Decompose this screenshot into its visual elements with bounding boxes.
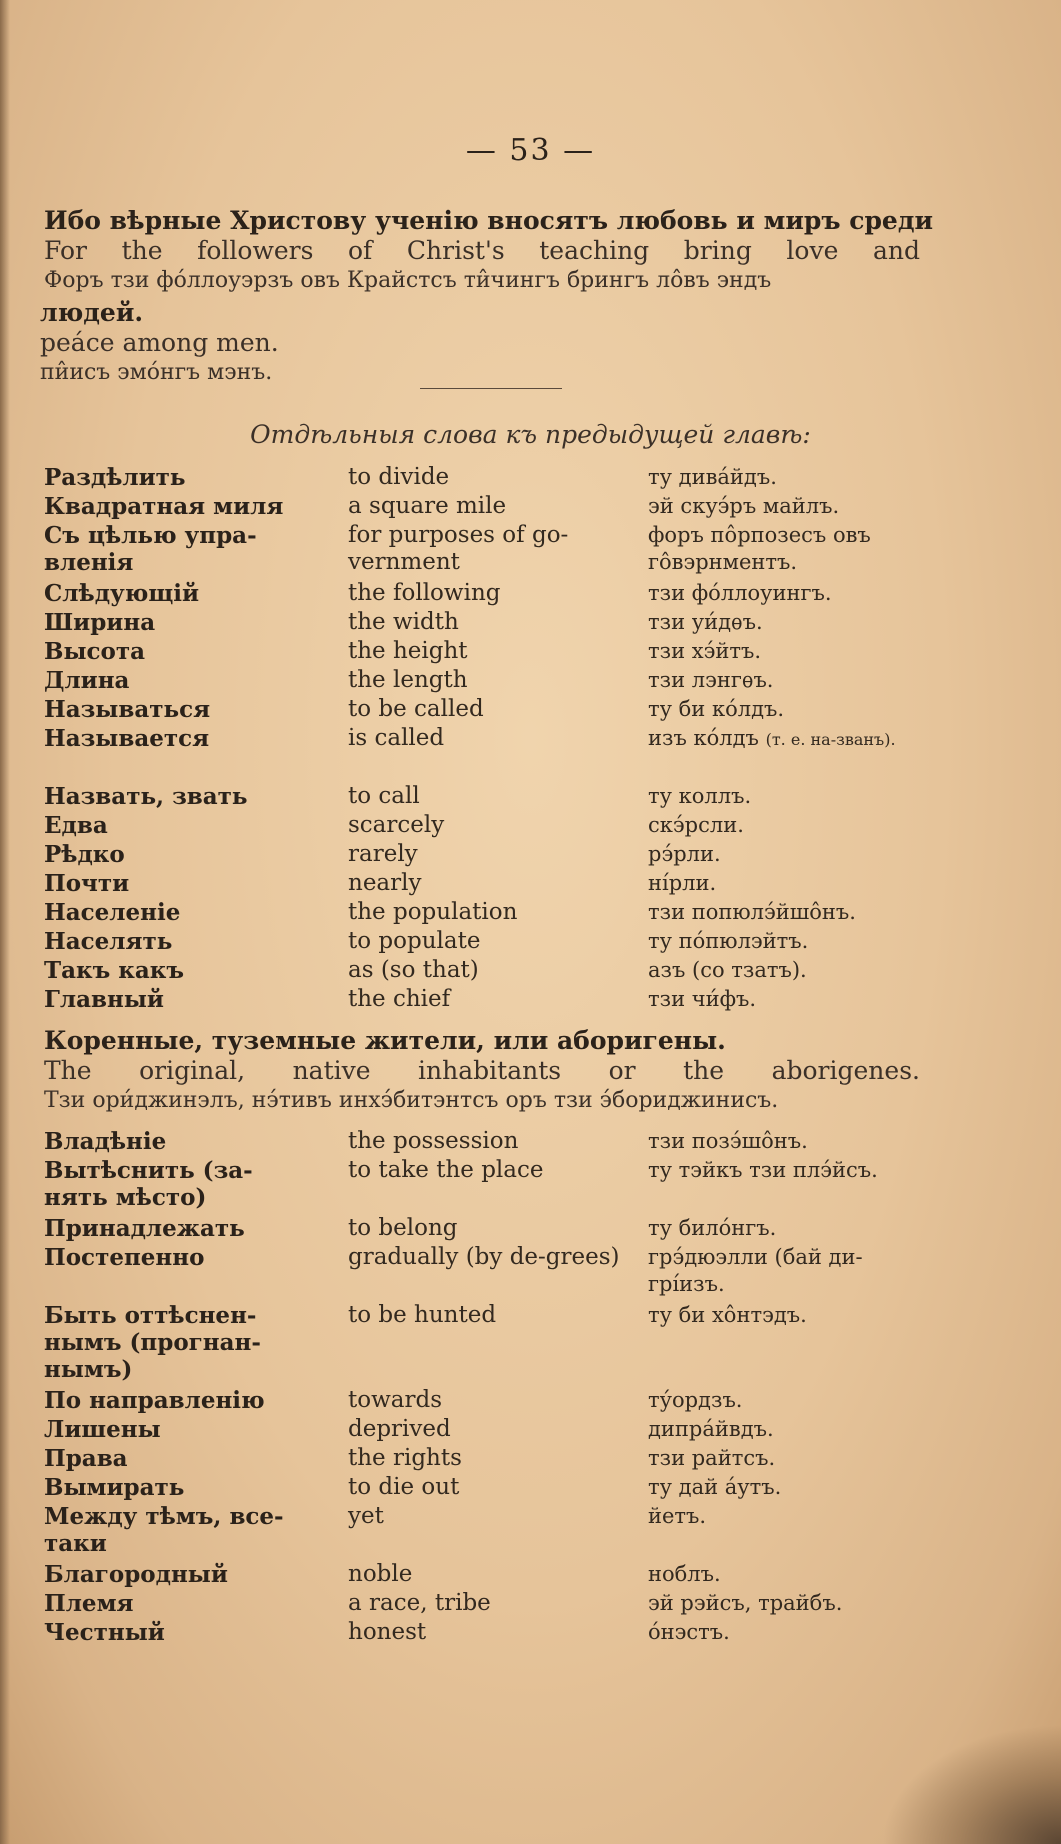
vocab-russian: Называется (44, 725, 210, 752)
page-number: — 53 — (465, 133, 596, 168)
vocab-english: to populate (348, 928, 481, 954)
vocab-english: is called (348, 725, 445, 751)
vocab-transcription: ноблъ. (648, 1562, 721, 1586)
vocab-russian: Постепенно (44, 1244, 205, 1271)
vocab-english: as (so that) (348, 957, 479, 983)
vocab-transcription: форъ по̂рпозесъ овъ гôвэрнментъ. (648, 523, 871, 574)
vocab-english: to take the place (348, 1157, 544, 1183)
vocab-transcription-text: изъ ко́лдъ (648, 726, 759, 750)
intro-en-word: of (348, 236, 373, 265)
vocab-english: to belong (348, 1215, 458, 1241)
intro-en-word: followers (197, 236, 314, 265)
vocab-russian: Племя (44, 1590, 134, 1617)
vocab-english: scarcely (348, 812, 445, 838)
heading2-ru: Коренные, туземные жители, или аборигены. (44, 1026, 726, 1055)
vocab-russian: Населять (44, 928, 173, 955)
intro-tr-line2: пи̂исъ эмо́нгъ мэнъ. (40, 360, 273, 385)
heading2-en-word: The (44, 1056, 92, 1085)
vocab-transcription: ту коллъ. (648, 784, 752, 808)
section-title: Отдѣльныя слова къ предыдущей главѣ: (250, 420, 811, 449)
page-corner-wear (881, 1724, 1061, 1844)
vocab-transcription: азъ (со тзатъ). (648, 958, 807, 982)
vocab-transcription: тзи лэнгѳъ. (648, 668, 774, 692)
vocab-transcription: тзи чи́фъ. (648, 987, 757, 1011)
vocab-english: gradually (by de-grees) (348, 1244, 620, 1270)
intro-en-line1 (44, 236, 920, 265)
vocab-russian: Между тѣмъ, все-таки (44, 1503, 284, 1557)
vocab-english: yet (348, 1503, 384, 1529)
vocab-note: (т. е. на-званъ). (765, 730, 896, 749)
vocab-russian: Права (44, 1445, 128, 1472)
vocab-russian: Длина (44, 667, 130, 694)
vocab-transcription: тзи райтсъ. (648, 1446, 776, 1470)
heading2-en-word: the (683, 1056, 725, 1085)
vocab-transcription: тзи хэ́йтъ. (648, 639, 761, 663)
vocab-russian: Лишены (44, 1416, 161, 1443)
vocab-transcription: эй рэйсъ, трайбъ. (648, 1591, 843, 1615)
vocab-english: the width (348, 609, 459, 635)
heading2-en-word: native (292, 1056, 371, 1085)
divider-rule (420, 388, 562, 389)
vocab-english: a race, tribe (348, 1590, 491, 1616)
intro-ru-line2: людей. (40, 298, 144, 327)
vocab-russian: Принадлежать (44, 1215, 245, 1242)
vocab-russian: Назвать, звать (44, 783, 248, 810)
intro-en-word: bring (683, 236, 752, 265)
vocab-russian: Вымирать (44, 1474, 185, 1501)
vocab-transcription: о́нэстъ. (648, 1620, 730, 1644)
vocab-english: the length (348, 667, 468, 693)
vocab-transcription: ту дай а́утъ. (648, 1475, 782, 1499)
vocab-russian: Вытѣснить (за-нять мѣсто) (44, 1157, 253, 1211)
intro-tr-line1: Форъ тзи фо́ллоуэрзъ овъ Крайстсъ ти̂чингъ брингъ ло̂въ эндъ (44, 268, 772, 293)
vocab-english: the rights (348, 1445, 462, 1471)
heading2-en-word: inhabitants (418, 1056, 562, 1085)
vocab-russian: Называться (44, 696, 211, 723)
vocab-russian: Почти (44, 870, 130, 897)
vocab-russian: Съ цѣлью упра-вленія (44, 522, 257, 576)
intro-en-word: love (786, 236, 839, 265)
vocab-russian: Владѣніе (44, 1128, 167, 1155)
vocab-english: to die out (348, 1474, 460, 1500)
vocab-transcription: ту би хо̂нтэдъ. (648, 1303, 807, 1327)
vocab-english: the following (348, 580, 501, 606)
vocab-russian: Такъ какъ (44, 957, 185, 984)
vocab-transcription: скэ́рсли. (648, 813, 744, 837)
vocab-english: honest (348, 1619, 427, 1645)
vocab-english: for purposes of go-vernment (348, 522, 569, 575)
vocab-transcription: грэ́дюэлли (бай ди-грі́изъ. (648, 1245, 863, 1296)
vocab-transcription: эй скуэ́ръ майлъ. (648, 494, 840, 518)
vocab-english: to be hunted (348, 1302, 497, 1328)
intro-en-word: teaching (539, 236, 650, 265)
vocab-english: deprived (348, 1416, 451, 1442)
page-edge-shadow (0, 0, 10, 1844)
vocab-english: the chief (348, 986, 451, 1012)
vocab-transcription: тзи фо́ллоуингъ. (648, 581, 832, 605)
vocab-russian: Слѣдующій (44, 580, 200, 607)
heading2-en-word: or (608, 1056, 636, 1085)
vocab-transcription: ту тэйкъ тзи плэ́йсъ. (648, 1158, 878, 1182)
vocab-transcription: ні́рли. (648, 871, 717, 895)
vocab-transcription: тзи позэ́шо̂нъ. (648, 1129, 808, 1153)
heading2-tr: Тзи ори́джинэлъ, нэ́тивъ инхэ́битэнтсъ оръ тзи э́бориджинисъ. (44, 1088, 779, 1113)
vocab-english: the height (348, 638, 468, 664)
vocab-transcription: ту́ордзъ. (648, 1388, 743, 1412)
vocab-english: to call (348, 783, 420, 809)
vocab-russian: Раздѣлить (44, 464, 186, 491)
vocab-english: a square mile (348, 493, 507, 519)
vocab-transcription: рэ́рли. (648, 842, 721, 866)
vocab-english: the possession (348, 1128, 519, 1154)
vocab-russian: Едва (44, 812, 108, 839)
vocab-english: noble (348, 1561, 413, 1587)
heading2-en-word: aborigenes. (771, 1056, 920, 1085)
vocab-russian: По направленію (44, 1387, 265, 1414)
vocab-transcription: йетъ. (648, 1504, 707, 1528)
intro-en-word: Christ's (406, 236, 505, 265)
vocab-russian: Быть оттѣснен-нымъ (прогнан-нымъ) (44, 1302, 261, 1383)
vocab-english: rarely (348, 841, 418, 867)
vocab-transcription: ту дива́йдъ. (648, 465, 777, 489)
vocab-russian: Населеніе (44, 899, 181, 926)
vocab-transcription: ту по́пюлэйтъ. (648, 929, 809, 953)
heading2-en-word: original, (139, 1056, 246, 1085)
vocab-english: towards (348, 1387, 443, 1413)
vocab-english: the population (348, 899, 518, 925)
vocab-russian: Высота (44, 638, 145, 665)
intro-en-line2: peáce among men. (40, 328, 279, 357)
intro-en-word: For (44, 236, 87, 265)
vocab-transcription: дипра́йвдъ. (648, 1417, 774, 1441)
intro-en-word: and (872, 236, 920, 265)
vocab-russian: Благородный (44, 1561, 228, 1588)
heading2-en (44, 1056, 920, 1085)
vocab-english: to be called (348, 696, 484, 722)
vocab-russian: Главный (44, 986, 164, 1013)
intro-en-word: the (121, 236, 163, 265)
vocab-transcription (648, 725, 948, 753)
vocab-russian: Рѣдко (44, 841, 125, 868)
vocab-transcription: тзи уи́дѳъ. (648, 610, 763, 634)
vocab-transcription: ту било́нгъ. (648, 1216, 777, 1240)
vocab-transcription: тзи попюлэ́йшо̂нъ. (648, 900, 856, 924)
vocab-english: nearly (348, 870, 422, 896)
vocab-russian: Честный (44, 1619, 165, 1646)
intro-ru-line1: Ибо вѣрные Христову ученію вносятъ любовь и миръ среди (44, 206, 934, 235)
vocab-english: to divide (348, 464, 450, 490)
vocab-transcription: ту би ко́лдъ. (648, 697, 785, 721)
vocab-russian: Квадратная миля (44, 493, 284, 520)
vocab-russian: Ширина (44, 609, 156, 636)
